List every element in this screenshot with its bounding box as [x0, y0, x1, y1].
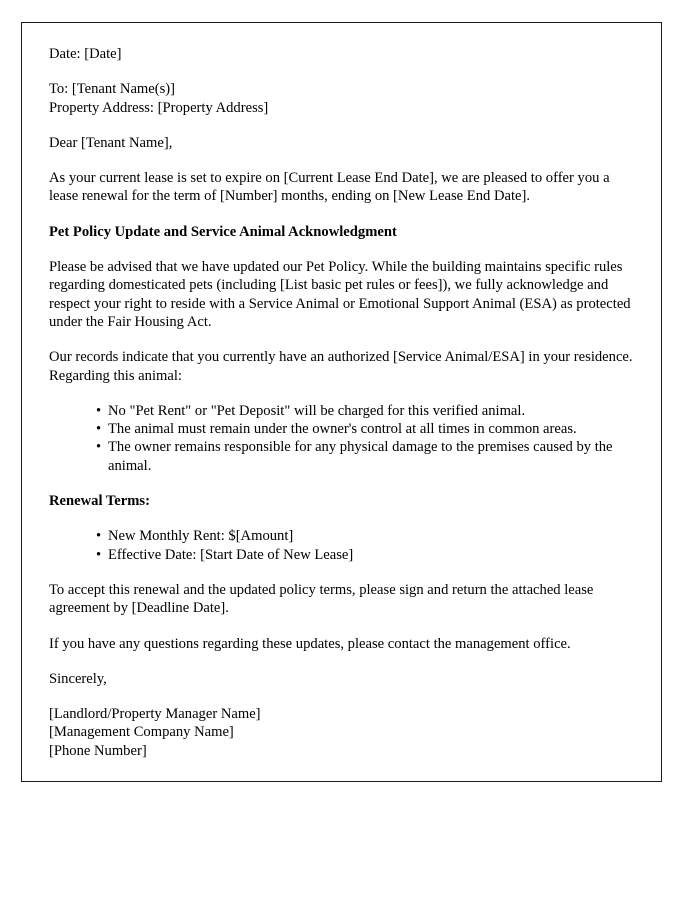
renewal-terms-heading: Renewal Terms:: [49, 493, 150, 510]
signature-phone-number: [Phone Number]: [49, 742, 147, 759]
intro-paragraph: As your current lease is set to expire on [Current Lease End Date], we are pleased to offer you a lease renewal for the term of [Number] months, ending on [New Lease End Date].: [49, 170, 610, 205]
questions-paragraph: If you have any questions regarding these updates, please contact the management office.: [49, 635, 571, 652]
letter-document-frame: [21, 22, 662, 782]
date-line: Date: [Date]: [49, 46, 122, 62]
pet-policy-heading: Pet Policy Update and Service Animal Acknowledgment: [49, 223, 397, 240]
signature-manager-name: [Landlord/Property Manager Name]: [49, 706, 261, 723]
animal-terms-list: [49, 402, 635, 475]
salutation: Dear [Tenant Name],: [49, 134, 173, 151]
recipient-to-line: To: [Tenant Name(s)]: [49, 81, 176, 98]
list-item: • The animal must remain under the owner's control at all times in common areas.: [96, 420, 635, 438]
signature-company-name: [Management Company Name]: [49, 724, 234, 741]
list-item: • Effective Date: [Start Date of New Lease]: [96, 546, 635, 564]
list-item: • The owner remains responsible for any physical damage to the premises caused by the animal.: [96, 438, 635, 475]
acceptance-paragraph: To accept this renewal and the updated policy terms, please sign and return the attached lease agreement by [Deadline Date].: [49, 581, 594, 617]
list-item: • New Monthly Rent: $[Amount]: [96, 527, 635, 545]
list-item: • No "Pet Rent" or "Pet Deposit" will be charged for this verified animal.: [96, 402, 635, 420]
pet-policy-paragraph: Please be advised that we have updated our Pet Policy. While the building maintains specific rules regarding domesticated pets (including [List basic pet rules or fees]), we fully acknowledge and respect your right to reside with a Service Animal or Emotional Support Animal (ESA) as protected under the Fair Housing Act.: [49, 259, 631, 330]
letter-body: [22, 23, 661, 760]
closing-line: Sincerely,: [49, 670, 107, 687]
pet-records-paragraph: Our records indicate that you currently have an authorized [Service Animal/ESA] in your residence. Regarding this animal:: [49, 349, 633, 384]
signature-block: [49, 705, 635, 760]
renewal-terms-list: [49, 527, 635, 564]
recipient-block: [49, 80, 635, 117]
recipient-property-address-line: Property Address: [Property Address]: [49, 99, 269, 116]
